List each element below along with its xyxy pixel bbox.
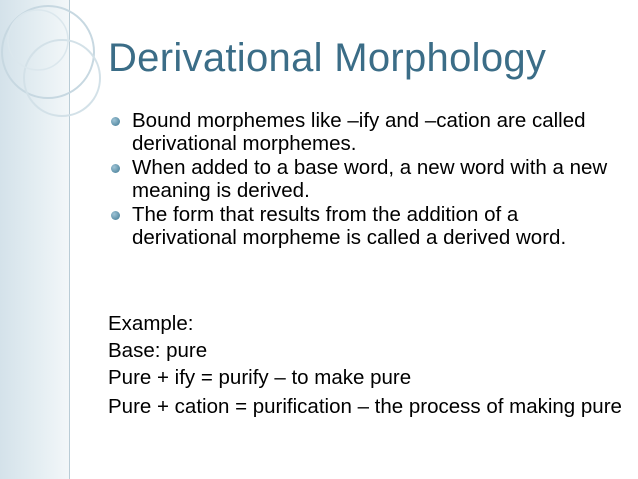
example-line-purify: Pure + ify = purify – to make pure xyxy=(108,366,412,389)
bullet-text: Bound morphemes like –ify and –cation are called derivational morphemes. xyxy=(132,109,586,155)
example-block xyxy=(108,310,628,418)
example-line-purification: Pure + cation = purification – the process of making pure xyxy=(108,395,622,418)
bullet-item xyxy=(108,203,618,249)
bullet-dot-icon xyxy=(111,211,120,220)
bullet-dot-icon xyxy=(111,164,120,173)
slide-title: Derivational Morphology xyxy=(108,36,547,80)
example-heading: Example: xyxy=(108,312,194,335)
bullet-item xyxy=(108,109,618,155)
bullet-item xyxy=(108,156,618,202)
bullet-text: When added to a base word, a new word with a new meaning is derived. xyxy=(132,156,608,202)
example-base: Base: pure xyxy=(108,339,208,362)
bullet-text: The form that results from the addition of a derivational morpheme is called a derived word. xyxy=(132,203,567,249)
bullet-dot-icon xyxy=(111,117,120,126)
bullet-list xyxy=(108,109,618,250)
